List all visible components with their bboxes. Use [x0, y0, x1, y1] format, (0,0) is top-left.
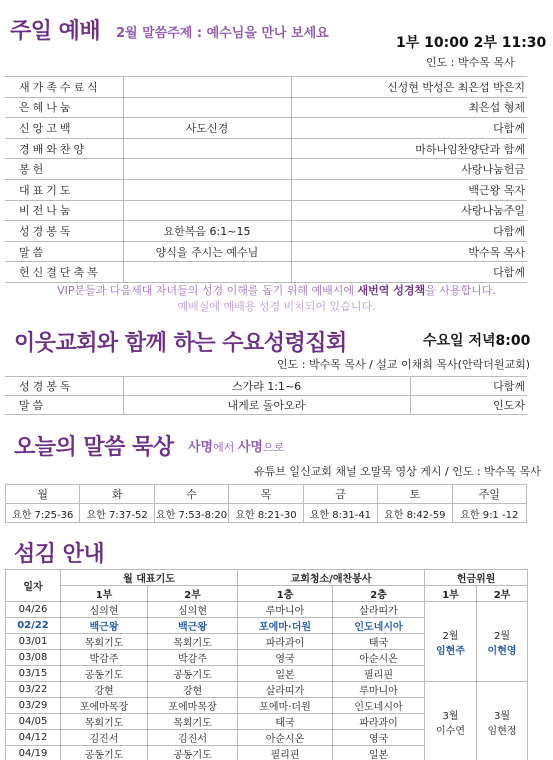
col-prayer: 월 대표기도 [61, 570, 238, 586]
col-clean: 교회청소/애찬봉사 [238, 570, 425, 586]
wednesday-content: 내게로 돌아오라 [123, 396, 410, 415]
day-reading: 요한 8:31-41 [303, 504, 377, 523]
order-row [5, 97, 527, 118]
day-header: 금 [303, 485, 377, 504]
prayer-2: 공동기도 [148, 746, 238, 760]
order-content [123, 179, 291, 200]
order-label: 은혜나눔 [5, 97, 123, 118]
clean-1f: 파라과이 [238, 634, 333, 650]
offer-feb-person-2: 이현영 [487, 645, 517, 657]
day-header: 월 [6, 485, 80, 504]
order-person: 박수목 목사 [291, 241, 527, 262]
clean-2f: 아순시온 [333, 650, 425, 666]
col-offer-2: 2부 [477, 586, 528, 602]
prayer-1: 공동기도 [61, 746, 148, 760]
clean-1f: 필리핀 [238, 746, 333, 760]
order-row [5, 138, 527, 159]
clean-2f: 인도네시아 [333, 618, 425, 634]
worship-order-table [5, 76, 527, 283]
prayer-1: 강현 [61, 682, 148, 698]
order-content [123, 77, 291, 98]
order-label: 비전나눔 [5, 200, 123, 221]
offer-mar-person-2: 임현정 [487, 725, 517, 737]
wednesday-row [5, 377, 527, 396]
service-date: 04/05 [6, 714, 61, 730]
daily-reading-table [5, 484, 527, 523]
prayer-1: 박감주 [61, 650, 148, 666]
prayer-2: 공동기도 [148, 666, 238, 682]
order-label: 성경봉독 [5, 221, 123, 242]
offer-mar-person-1: 이수연 [436, 725, 465, 737]
order-label: 헌신결단축복 [5, 262, 123, 283]
service-date: 03/29 [6, 698, 61, 714]
day-header: 목 [229, 485, 303, 504]
offer-feb-month-2: 2월 [494, 630, 511, 642]
wednesday-title: 이웃교회와 함께 하는 수요성령집회 [14, 331, 347, 356]
bible-note-end: 을 사용합니다. [425, 284, 496, 297]
clean-1f: 루마니아 [238, 602, 333, 618]
clean-1f: 아순시온 [238, 730, 333, 746]
clean-2f: 파라과이 [333, 714, 425, 730]
prayer-1: 목회기도 [61, 714, 148, 730]
day-header: 화 [80, 485, 154, 504]
order-person: 다함께 [291, 118, 527, 139]
order-row [5, 77, 527, 98]
order-content: 사도신경 [123, 118, 291, 139]
col-prayer-1: 1부 [61, 586, 148, 602]
day-reading: 요한 7:53-8:20 [154, 504, 228, 523]
day-reading: 요한 7:37-52 [80, 504, 154, 523]
bible-note-emph: 새번역 성경책 [357, 284, 426, 297]
wednesday-label: 말씀 [5, 396, 123, 415]
clean-1f: 태국 [238, 714, 333, 730]
order-person: 사랑나눔주일 [291, 200, 527, 221]
order-person: 다함께 [291, 221, 527, 242]
clean-1f: 포에마·더원 [238, 698, 333, 714]
prayer-2: 박감주 [148, 650, 238, 666]
prayer-2: 목회기도 [148, 714, 238, 730]
order-row [5, 179, 527, 200]
prayer-2: 백근왕 [148, 618, 238, 634]
clean-2f: 인도네시아 [333, 698, 425, 714]
prayer-2: 김진서 [148, 730, 238, 746]
wednesday-table [5, 376, 527, 415]
bible-note-2: 예배실에 예배용 성경 비치되어 있습니다. [177, 300, 376, 313]
wednesday-leader: 인도 : 박수목 목사 / 설교 이채희 목사(안락더원교회) [277, 358, 530, 371]
prayer-2: 심의현 [148, 602, 238, 618]
prayer-1: 백근왕 [61, 618, 148, 634]
clean-2f: 필리핀 [333, 666, 425, 682]
clean-1f: 일본 [238, 666, 333, 682]
order-person: 마하나임찬양단과 함께 [291, 138, 527, 159]
daily-sub-a: 사명 [188, 440, 214, 455]
order-label: 신앙고백 [5, 118, 123, 139]
daily-sub-b: 에서 [213, 441, 238, 454]
order-content [123, 138, 291, 159]
order-label: 봉헌 [5, 159, 123, 180]
service-row [6, 682, 528, 698]
order-person: 최은섭 형제 [291, 97, 527, 118]
wednesday-time: 수요일 저녁8:00 [423, 333, 531, 349]
offer-feb-2 [477, 602, 528, 682]
order-content [123, 200, 291, 221]
service-date: 03/15 [6, 666, 61, 682]
order-person: 백근왕 목자 [291, 179, 527, 200]
order-person: 신성현 박성은 최은섭 박은지 [291, 77, 527, 98]
service-date: 02/22 [6, 618, 61, 634]
offer-feb-person-1: 임현주 [436, 645, 465, 657]
service-table [5, 569, 528, 760]
service-date: 03/08 [6, 650, 61, 666]
wednesday-person: 인도자 [410, 396, 527, 415]
prayer-1: 목회기도 [61, 634, 148, 650]
service-date: 04/12 [6, 730, 61, 746]
order-content [123, 262, 291, 283]
service-date: 04/19 [6, 746, 61, 760]
order-label: 경배와찬양 [5, 138, 123, 159]
order-label: 대표기도 [5, 179, 123, 200]
clean-1f: 영국 [238, 650, 333, 666]
wednesday-person: 다함께 [410, 377, 527, 396]
daily-sub-d: 으로 [263, 441, 285, 454]
order-row [5, 241, 527, 262]
day-reading: 요한 9:1 -12 [452, 504, 526, 523]
daily-sub-c: 사명 [237, 440, 263, 455]
clean-1f: 포에마·더원 [238, 618, 333, 634]
offer-feb-1 [425, 602, 477, 682]
prayer-1: 김진서 [61, 730, 148, 746]
service-row [6, 602, 528, 618]
wednesday-row [5, 396, 527, 415]
day-reading: 요한 7:25-36 [6, 504, 80, 523]
col-prayer-2: 2부 [148, 586, 238, 602]
daily-title: 오늘의 말씀 묵상 [14, 435, 174, 460]
prayer-1: 심의현 [61, 602, 148, 618]
clean-2f: 루마니아 [333, 682, 425, 698]
order-content [123, 97, 291, 118]
order-person: 다함께 [291, 262, 527, 283]
col-offer-1: 1부 [425, 586, 477, 602]
daily-info: 유튜브 일신교회 채널 오말묵 영상 게시 / 인도 : 박수목 목사 [254, 465, 541, 478]
order-label: 새가족수료식 [5, 77, 123, 98]
order-row [5, 200, 527, 221]
offer-mar-month-2: 3월 [494, 710, 511, 722]
prayer-2: 포에마목장 [148, 698, 238, 714]
offer-mar-2 [477, 682, 528, 760]
offer-mar-month: 3월 [442, 710, 459, 722]
wednesday-content: 스가랴 1:1~6 [123, 377, 410, 396]
offer-mar-1 [425, 682, 477, 760]
bible-note-text: VIP분들과 다음세대 자녀들의 성경 이해를 돕기 위해 예배시에 [57, 284, 358, 297]
day-header: 토 [378, 485, 452, 504]
service-date: 03/22 [6, 682, 61, 698]
order-row [5, 262, 527, 283]
col-date: 일자 [6, 570, 61, 602]
clean-2f: 태국 [333, 634, 425, 650]
prayer-2: 목회기도 [148, 634, 238, 650]
day-header: 주일 [452, 485, 526, 504]
order-row [5, 159, 527, 180]
day-reading: 요한 8:42-59 [378, 504, 452, 523]
prayer-2: 강현 [148, 682, 238, 698]
clean-1f: 살라띠가 [238, 682, 333, 698]
service-date: 04/26 [6, 602, 61, 618]
bible-note [0, 282, 553, 298]
order-row [5, 118, 527, 139]
col-clean-2f: 2층 [333, 586, 425, 602]
sunday-title: 주일 예배 [10, 19, 101, 44]
wednesday-label: 성경봉독 [5, 377, 123, 396]
daily-subtitle [188, 436, 284, 455]
service-title: 섬김 안내 [14, 542, 105, 567]
sunday-theme: 2월 말씀주제 : 예수님을 만나 보세요 [116, 26, 329, 41]
clean-2f: 살라띠가 [333, 602, 425, 618]
col-offer: 헌금위원 [425, 570, 528, 586]
clean-2f: 일본 [333, 746, 425, 760]
offer-feb-month: 2월 [442, 630, 459, 642]
order-content [123, 159, 291, 180]
day-reading: 요한 8:21-30 [229, 504, 303, 523]
order-person: 사랑나눔헌금 [291, 159, 527, 180]
col-clean-1f: 1층 [238, 586, 333, 602]
clean-2f: 영국 [333, 730, 425, 746]
sunday-leader: 인도 : 박수목 목사 [426, 56, 515, 69]
day-header: 수 [154, 485, 228, 504]
order-row [5, 221, 527, 242]
sunday-time: 1부 10:00 2부 11:30 [396, 35, 547, 51]
order-content: 양식을 주시는 예수님 [123, 241, 291, 262]
prayer-1: 공동기도 [61, 666, 148, 682]
order-content: 요한복음 6:1~15 [123, 221, 291, 242]
prayer-1: 포에마목장 [61, 698, 148, 714]
service-date: 03/01 [6, 634, 61, 650]
order-label: 말씀 [5, 241, 123, 262]
